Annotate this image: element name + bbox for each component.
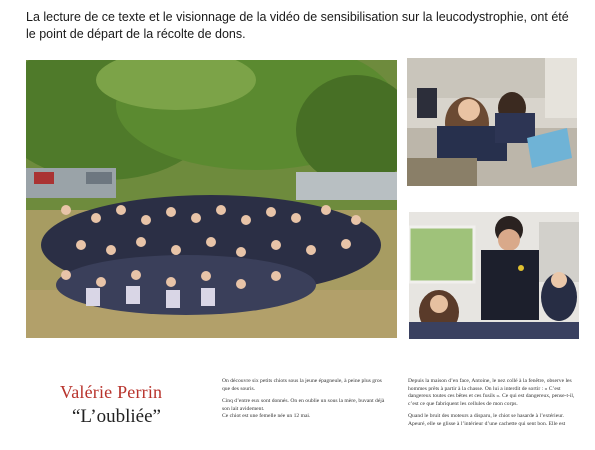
excerpt-column-2: [408, 378, 578, 434]
excerpt-paragraph: On découvre six petits chiots sous la jeune épagneule, à peine plus gros que des souris.: [222, 378, 382, 392]
excerpt-column-1: [222, 378, 390, 426]
classroom-photo-bottom: [409, 212, 579, 339]
excerpt-paragraph: Cinq d’entre eux sont donnés. On en oublie un sous la mère, buvant déjà son lait avidement.: [222, 398, 385, 412]
excerpt-paragraph: Quand le bruit des moteurs a disparu, le chiot se hasarde à l’extérieur. Apeuré, elle se glisse à l’intérieur d’une cachette qui sent bon. Elle est: [408, 413, 566, 427]
book-title: “L’oubliée”: [72, 406, 161, 427]
book-author: Valérie Perrin: [60, 382, 163, 402]
classroom-photo-top: [407, 58, 577, 186]
excerpt-paragraph: Depuis la maison d’en face, Antoine, le nez collé à la fenêtre, observe les hommes prêts à partir à la chasse. On lui a interdit de sortir : « C’est dangereux toutes ces bêtes et ces fusils ». Ce qui est dangereux, pense-t-il, c’est ce que fabriquent les cellules de mon corps.: [408, 378, 575, 407]
book-excerpt: [0, 355, 595, 450]
intro-paragraph: La lecture de ce texte et le visionnage de la vidéo de sensibilisation sur la leucodystrophie, ont été le point de départ de la récolte de dons.: [26, 10, 569, 41]
excerpt-paragraph: Ce chiot est une femelle née un 12 mai.: [222, 413, 311, 420]
group-photo: [26, 60, 397, 338]
